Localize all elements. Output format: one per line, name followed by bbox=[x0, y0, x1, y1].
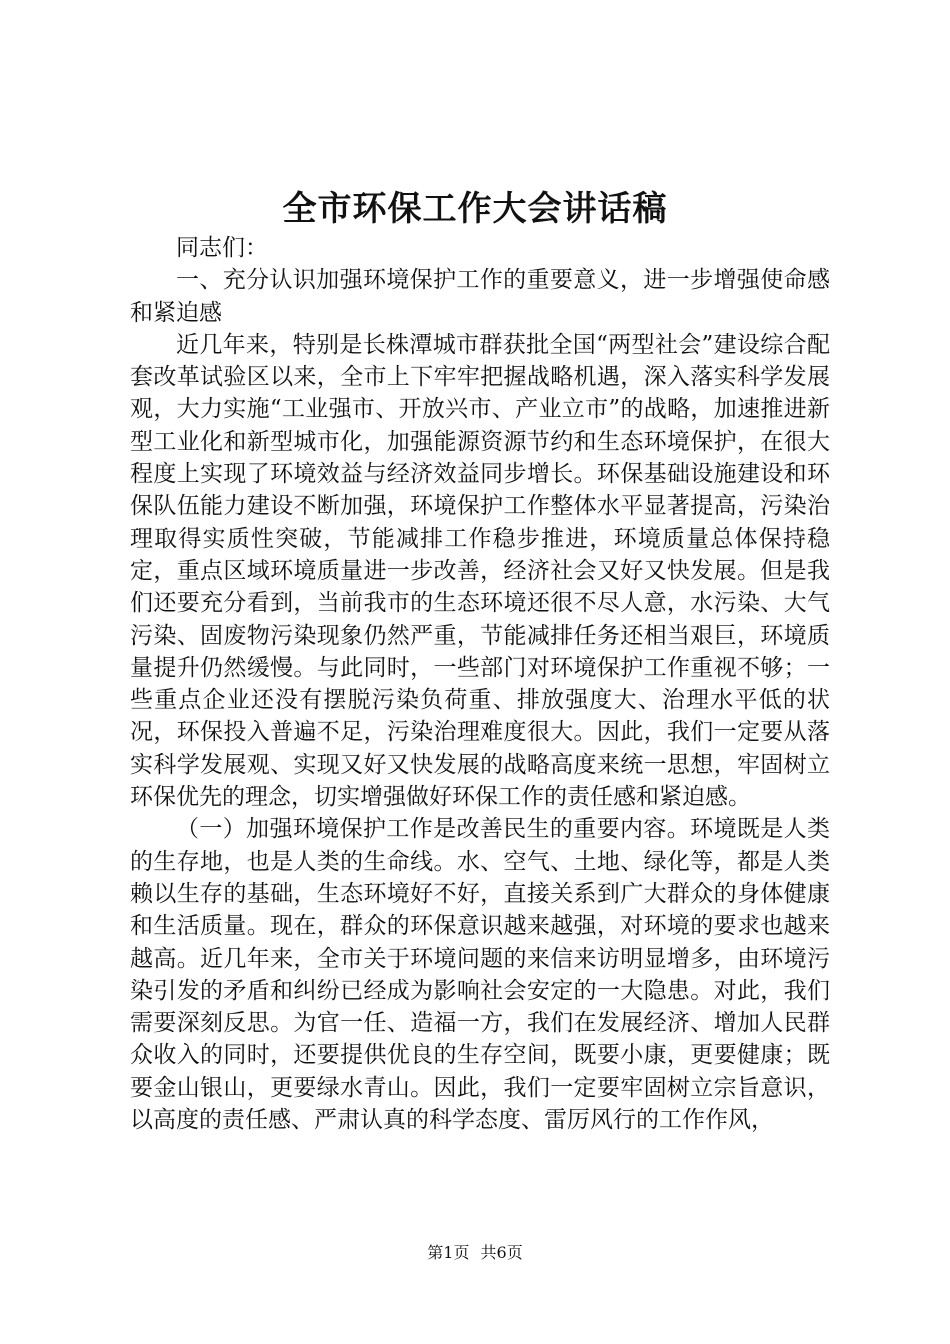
document-body bbox=[130, 232, 830, 1136]
page-number: 第1页 bbox=[427, 1243, 470, 1262]
section-heading: 一、充分认识加强环境保护工作的重要意义，进一步增强使命感和紧迫感 bbox=[130, 267, 830, 326]
body-paragraph: 近几年来，特别是长株潭城市群获批全国“两型社会”建设综合配套改革试验区以来，全市上下牢牢把握战略机遇，深入落实科学发展观，大力实施“工业强市、开放兴市、产业立市”的战略，加速推进新型工业化和新型城市化，加强能源资源节约和生态环境保护，在很大程度上实现了环境效益与经济效益同步增长。环保基础设施建设和环保队伍能力建设不断加强，环境保护工作整体水平显著提高，污染治理取得实质性突破，节能减排工作稳步推进，环境质量总体保持稳定，重点区域环境质量进一步改善，经济社会又好又快发展。但是我们还要充分看到，当前我市的生态环境还很不尽人意，水污染、大气污染、固废物污染现象仍然严重，节能减排任务还相当艰巨，环境质量提升仍然缓慢。与此同时，一些部门对环境保护工作重视不够；一些重点企业还没有摆脱污染负荷重、排放强度大、治理水平低的状况，环保投入普遍不足，污染治理难度很大。因此，我们一定要从落实科学发展观、实现又好又快发展的战略高度来统一思想，牢固树立环保优先的理念，切实增强做好环保工作的责任感和紧迫感。 bbox=[130, 331, 830, 811]
body-paragraph: （一）加强环境保护工作是改善民生的重要内容。环境既是人类的生存地，也是人类的生命线。水、空气、土地、绿化等，都是人类赖以生存的基础，生态环境好不好，直接关系到广大群众的身体健康和生活质量。现在，群众的环保意识越来越强，对环境的要求也越来越高。近几年来，全市关于环境问题的来信来访明显增多，由环境污染引发的矛盾和纠纷已经成为影响社会安定的一大隐患。对此，我们需要深刻反思。为官一任、造福一方，我们在发展经济、增加人民群众收入的同时，还要提供优良的生存空间，既要小康，更要健康；既要金山银山，更要绿水青山。因此，我们一定要牢固树立宗旨意识，以高度的责任感、严肃认真的科学态度、雷厉风行的工作作风， bbox=[130, 816, 830, 1134]
document-title: 全市环保工作大会讲话稿 bbox=[282, 189, 668, 229]
greeting: 同志们： bbox=[176, 235, 268, 261]
page-footer bbox=[0, 1242, 950, 1264]
page-total: 共6页 bbox=[480, 1243, 523, 1262]
